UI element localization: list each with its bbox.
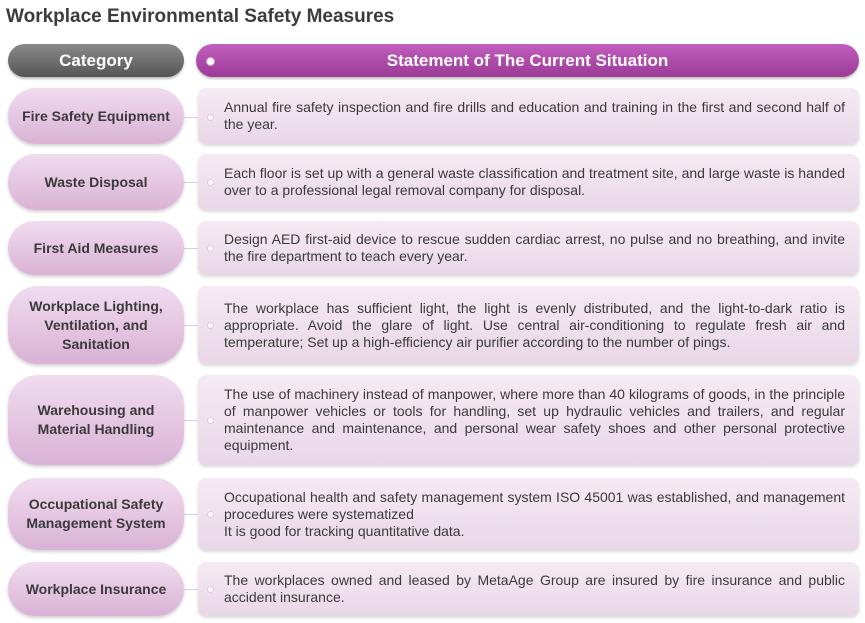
header-connector-dot	[206, 57, 215, 66]
category-waste-disposal: Waste Disposal	[8, 154, 184, 210]
connector-dot	[207, 114, 214, 121]
category-lighting: Workplace Lighting, Ventilation, and Sanitation	[8, 286, 184, 364]
category-header: Category	[8, 44, 184, 77]
statement-waste-disposal	[198, 154, 859, 210]
statement-text: Annual fire safety inspection and fire drills and education and training in the first and second half of the year.	[224, 99, 845, 132]
statement-first-aid	[198, 221, 859, 275]
connector-dot	[207, 417, 214, 424]
connector-dot	[207, 179, 214, 186]
statement-text: Each floor is set up with a general waste classification and treatment site, and large waste is handed over to a professional legal removal company for disposal.	[224, 165, 846, 198]
category-insurance: Workplace Insurance	[8, 562, 184, 616]
category-first-aid: First Aid Measures	[8, 221, 184, 275]
statement-fire-safety	[198, 88, 859, 144]
statement-insurance	[198, 562, 859, 616]
statement-safety-management	[198, 478, 859, 550]
statement-text: Design AED first-aid device to rescue sudden cardiac arrest, no pulse and no breathing, and invite the fire department to teach every year.	[224, 231, 845, 264]
connector-dot	[207, 586, 214, 593]
category-fire-safety: Fire Safety Equipment	[8, 88, 184, 144]
statement-text: The workplaces owned and leased by MetaAge Group are insured by fire insurance and public accident insurance.	[224, 572, 845, 605]
statement-warehousing	[198, 375, 859, 465]
statement-text: The use of machinery instead of manpower, where more than 40 kilograms of goods, in the principle of manpower vehicles or tools for handling, set up hydraulic vehicles and trailers, and regular maintenance and maintenance, and personal wear safety shoes and other personal protective equipment.	[224, 386, 845, 453]
connector-dot	[207, 511, 214, 518]
statement-lighting	[198, 286, 859, 364]
page-title: Workplace Environmental Safety Measures	[6, 6, 395, 27]
statement-text: Occupational health and safety management system ISO 45001 was established, and management procedures were systematized It is good for tracking quantitative data.	[224, 488, 845, 539]
statement-text: The workplace has sufficient light, the light is evenly distributed, and the light-to-dark ratio is appropriate. Avoid the glare of light. Use central air-conditioning to regulate fresh air and temperature; Set up a high-efficiency air purifier according to the number of pings.	[224, 299, 845, 350]
category-warehousing: Warehousing and Material Handling	[8, 375, 184, 465]
statement-header: Statement of The Current Situation	[196, 44, 859, 77]
connector-dot	[207, 322, 214, 329]
category-safety-management: Occupational Safety Management System	[8, 478, 184, 550]
connector-dot	[207, 245, 214, 252]
